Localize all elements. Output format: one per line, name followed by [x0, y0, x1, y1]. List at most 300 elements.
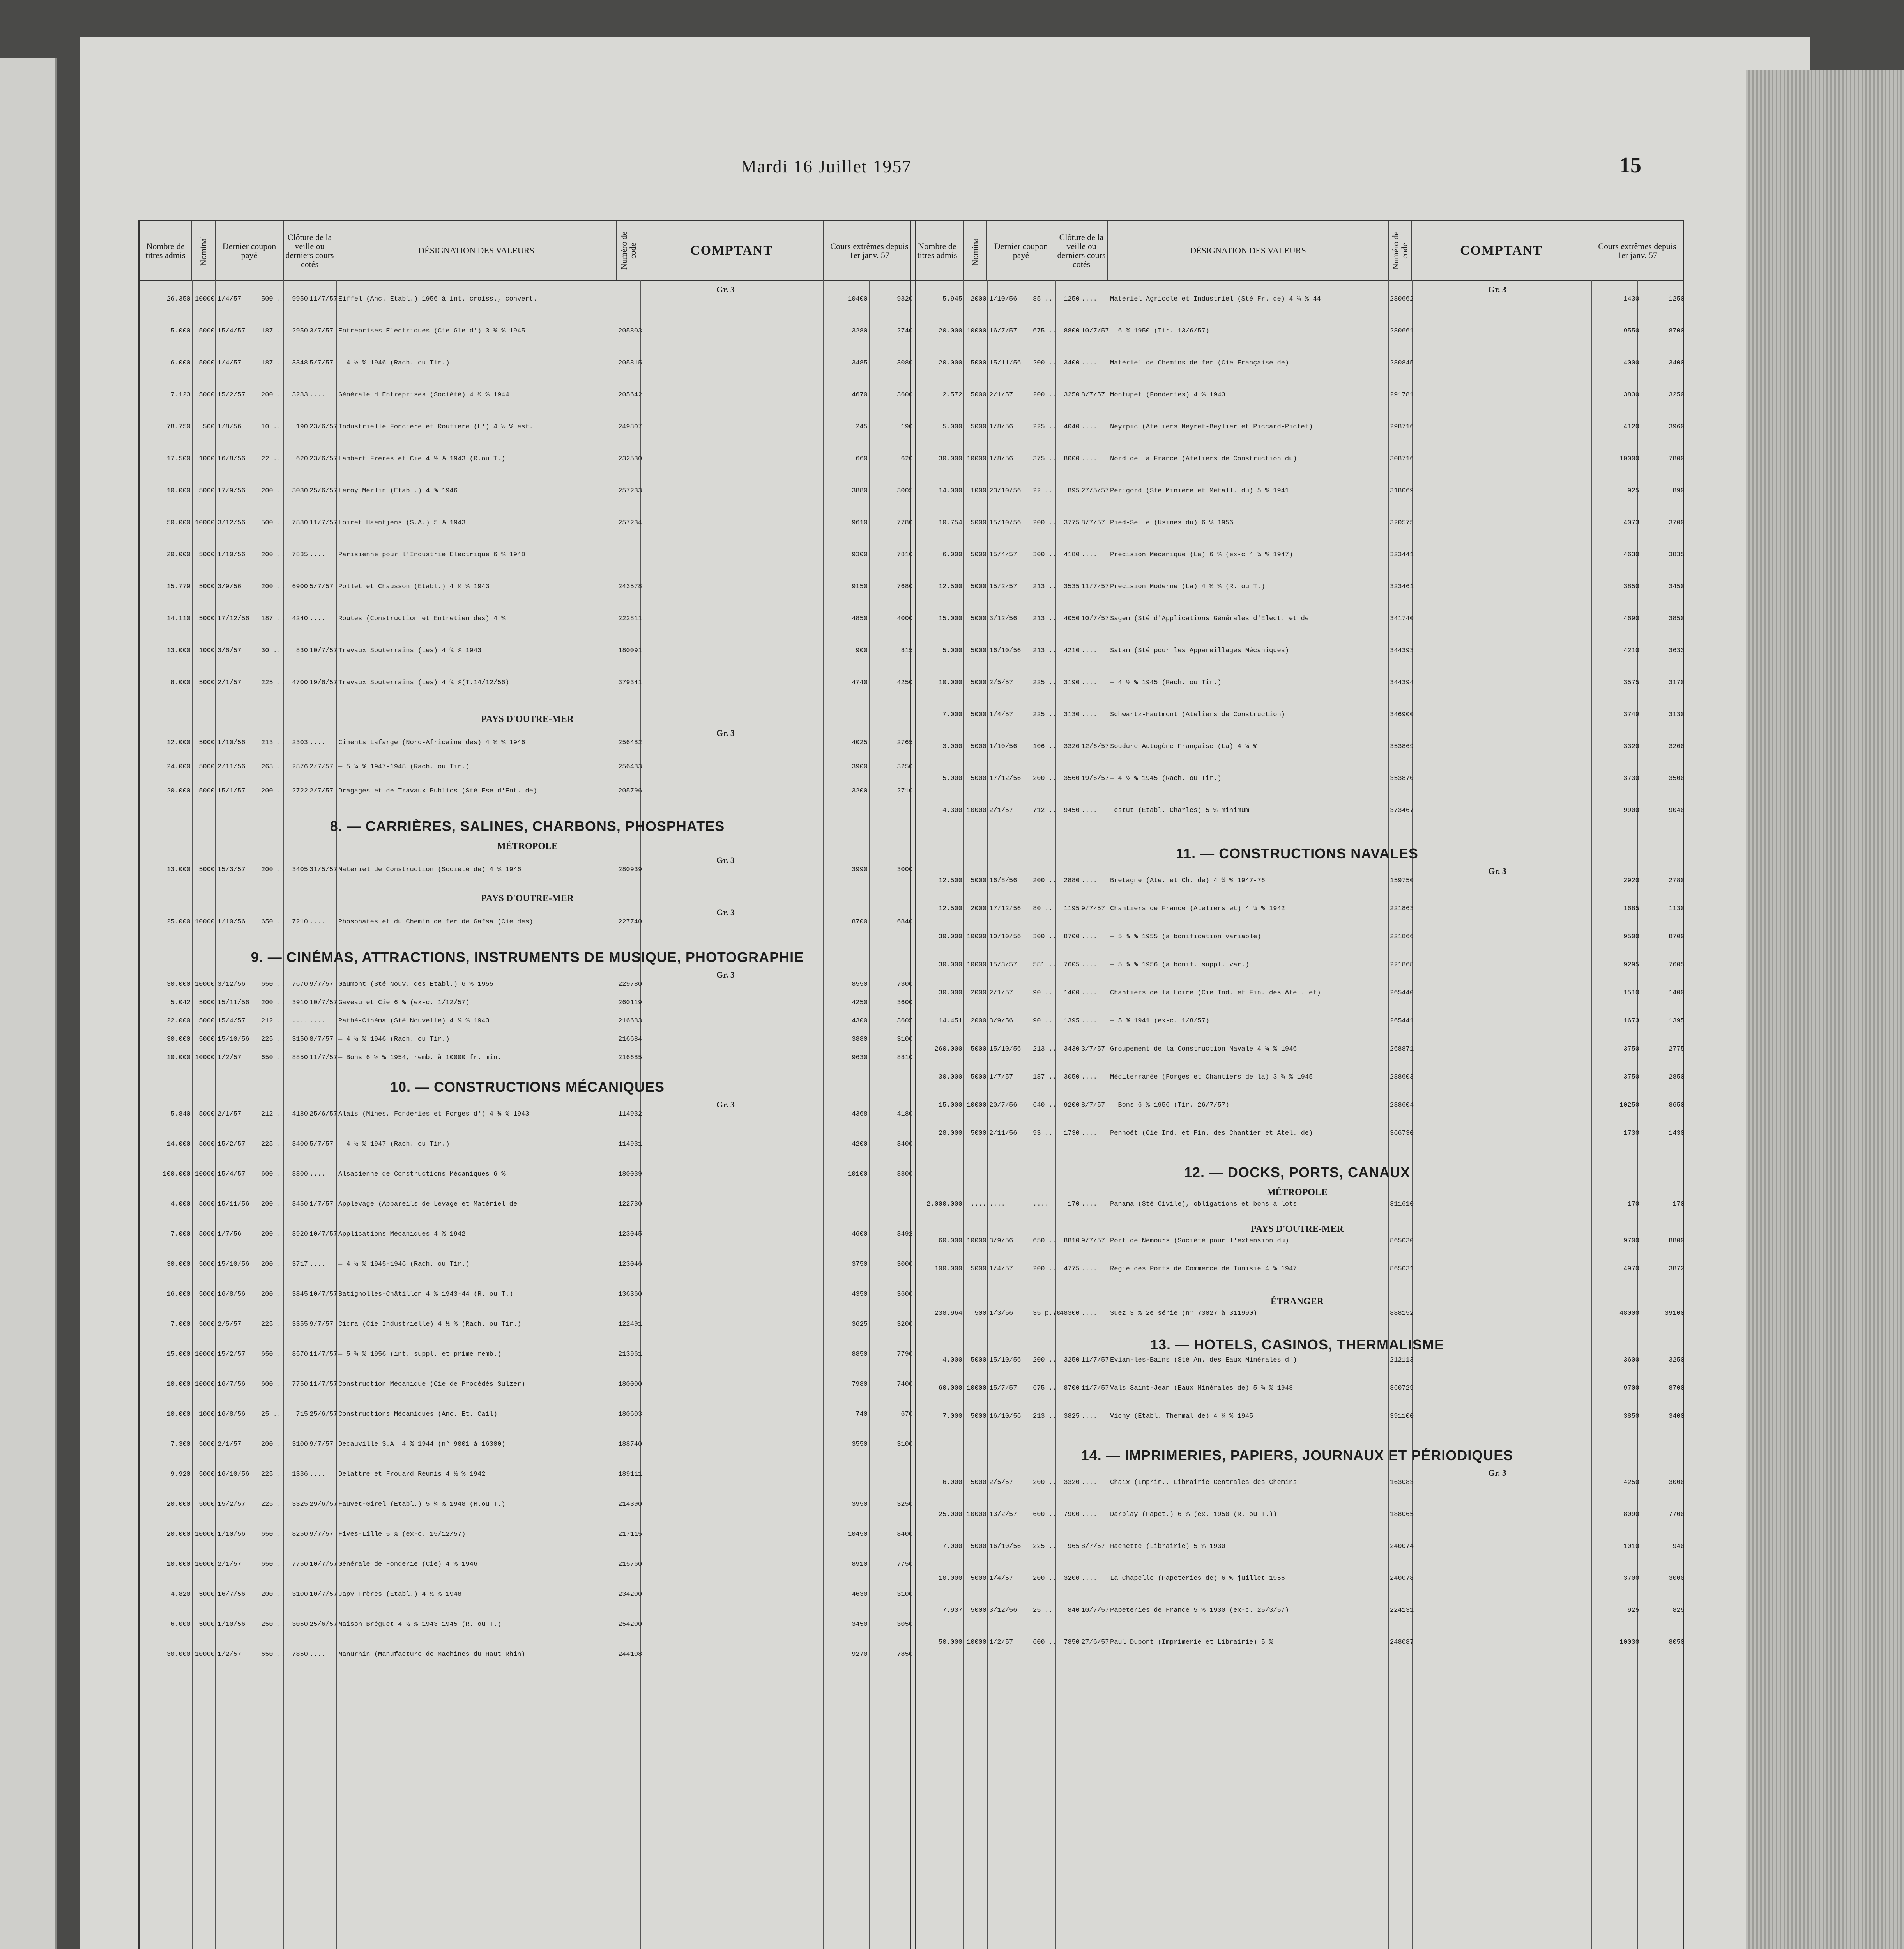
cell-date: 15/10/56	[217, 1036, 249, 1043]
cell-date: 1/4/57	[217, 359, 242, 367]
cell-cloture: 3100	[292, 1441, 308, 1448]
table-row	[140, 1531, 915, 1539]
cell-date: 15/11/56	[217, 999, 249, 1006]
table-row	[140, 1261, 915, 1269]
cell-haut: 4025	[852, 739, 868, 746]
cell-nominal: 5000	[971, 1479, 986, 1486]
cell-bas: 7680	[897, 583, 913, 591]
cell-haut: 3880	[852, 487, 868, 495]
cell-nominal: 5000	[971, 1543, 986, 1550]
cell-cloture: 8850	[292, 1054, 308, 1061]
cell-designation: Générale d'Entreprises (Société) 4 ½ % 1944	[338, 391, 509, 399]
cell-titres: 30.000	[938, 961, 962, 969]
cell-cdate: 3/7/57	[309, 327, 334, 335]
cell-cdate: ....	[1081, 1413, 1097, 1420]
cell-bas: 3500	[1669, 775, 1685, 782]
table-row	[140, 295, 915, 304]
left-table-body	[140, 284, 915, 1949]
cell-nominal: 5000	[199, 763, 215, 771]
cell-designation: — 5 ¾ % 1956 (int. suppl. et prime remb.)	[338, 1351, 502, 1358]
table-row	[911, 989, 1683, 998]
table-row	[140, 1441, 915, 1449]
cell-designation: Bretagne (Ate. et Ch. de) 4 ¾ % 1947-76	[1110, 877, 1265, 884]
cell-nominal: 10000	[194, 519, 215, 527]
left-table	[138, 220, 916, 1949]
cell-bas: 4180	[897, 1111, 913, 1118]
cell-date: 2/11/56	[217, 763, 246, 771]
cell-titres: 4.000	[942, 1357, 962, 1364]
cell-designation: Travaux Souterrains (Les) 4 ¾ % 1943	[338, 647, 482, 654]
cell-bas: 3130	[1669, 711, 1685, 718]
cell-nominal: 5000	[971, 1413, 986, 1420]
cell-cloture: 48300	[1059, 1310, 1080, 1317]
cell-net: 650 ..	[261, 981, 285, 988]
table-row	[911, 1310, 1683, 1318]
cell-designation: Manurhin (Manufacture de Machines du Haut-Rhin)	[338, 1651, 525, 1658]
cell-net: 600 ..	[261, 1381, 285, 1388]
cell-haut: 1510	[1623, 989, 1639, 997]
cell-titres: 6.000	[942, 551, 962, 559]
cell-nominal: 10000	[194, 1171, 215, 1178]
cell-cdate: ....	[1081, 711, 1097, 718]
cell-net: 712 ..	[1033, 807, 1057, 814]
cell-bas: 7750	[897, 1561, 913, 1568]
cell-cloture: 8700	[1064, 933, 1080, 941]
cell-cdate: ....	[1081, 295, 1097, 303]
cell-haut: 10100	[847, 1171, 868, 1178]
cell-cloture: 7210	[292, 918, 308, 926]
cell-designation: Lambert Frères et Cie 4 ½ % 1943 (R.ou T.)	[338, 455, 506, 463]
cell-titres: 7.000	[170, 1321, 191, 1328]
cell-bas: 7605	[1669, 961, 1685, 969]
cell-net: 225 ..	[261, 679, 285, 686]
cell-titres: 10.000	[166, 1411, 191, 1418]
table-row	[911, 1074, 1683, 1082]
cell-nominal: 10000	[966, 961, 986, 969]
cell-net: 225 ..	[261, 1141, 285, 1148]
cell-titres: 15.000	[166, 1351, 191, 1358]
cell-date: 17/12/56	[989, 775, 1021, 782]
cell-designation: Testut (Etabl. Charles) 5 % minimum	[1110, 807, 1250, 814]
cell-cdate: 29/6/57	[309, 1501, 338, 1508]
cell-bas: 7850	[897, 1651, 913, 1658]
col-header-nominal: Nominal	[192, 221, 216, 280]
cell-date: 16/7/56	[217, 1591, 246, 1598]
cell-designation: — 4 ½ % 1946 (Rach. ou Tir.)	[338, 1036, 450, 1043]
cell-cloture: 1250	[1064, 295, 1080, 303]
cell-cloture: 3717	[292, 1261, 308, 1268]
cell-date: 1/8/56	[989, 423, 1013, 431]
cell-date: 15/3/57	[989, 961, 1017, 969]
cell-titres: 10.000	[166, 1561, 191, 1568]
cell-titres: 5.945	[942, 295, 962, 303]
cell-date: 2/1/57	[217, 1111, 242, 1118]
cell-titres: 3.000	[942, 743, 962, 750]
cell-date: 15/2/57	[217, 1351, 246, 1358]
cell-cloture: 715	[296, 1411, 308, 1418]
cell-date: 15/10/56	[989, 1357, 1021, 1364]
cell-bas: 3100	[897, 1036, 913, 1043]
cell-cdate: 10/7/57	[1081, 327, 1109, 335]
table-row	[140, 1411, 915, 1419]
cell-date: 15/4/57	[217, 1017, 246, 1025]
cell-cloture: 7750	[292, 1381, 308, 1388]
cell-nominal: 5000	[971, 877, 986, 884]
cell-bas: 3005	[897, 487, 913, 495]
cell-code: 212113	[1390, 1357, 1414, 1364]
cell-cloture: 3825	[1064, 1413, 1080, 1420]
table-row	[140, 1651, 915, 1659]
cell-code: 311610	[1390, 1201, 1414, 1208]
cell-haut: 9700	[1623, 1385, 1639, 1392]
cell-cdate: 8/7/57	[1081, 1543, 1105, 1550]
cell-code: 280939	[618, 866, 642, 874]
table-row	[140, 615, 915, 624]
cell-nominal: 5000	[199, 1201, 215, 1208]
table-row	[911, 1017, 1683, 1026]
cell-titres: 50.000	[166, 519, 191, 527]
cell-designation: Méditerranée (Forges et Chantiers de la) 3 ¾ % 1945	[1110, 1074, 1313, 1081]
cell-designation: Ciments Lafarge (Nord-Africaine des) 4 ½ % 1946	[338, 739, 525, 746]
cell-net: 213 ..	[261, 739, 285, 746]
cell-code: 221866	[1390, 933, 1414, 941]
cell-titres: 5.000	[170, 327, 191, 335]
cell-designation: — 4 ½ % 1945 (Rach. ou Tir.)	[1110, 775, 1222, 782]
group-label: Gr. 3	[716, 970, 735, 980]
cell-titres: 14.000	[166, 1141, 191, 1148]
cell-designation: Penhoët (Cie Ind. et Fin. des Chantier et Atel. de)	[1110, 1130, 1313, 1137]
cell-cdate: 9/7/57	[309, 1441, 334, 1448]
cell-code: 221863	[1390, 905, 1414, 913]
cell-code: 254200	[618, 1621, 642, 1628]
cell-nominal: 5000	[971, 1130, 986, 1137]
cell-nominal: ....	[971, 1201, 986, 1208]
cell-designation: — 5 ¾ % 1955 (à bonification variable)	[1110, 933, 1261, 941]
cell-nominal: 5000	[199, 487, 215, 495]
cell-bas: 8800	[1669, 1237, 1685, 1245]
cell-net: 213 ..	[1033, 583, 1057, 591]
cell-bas: 1250	[1669, 295, 1685, 303]
cell-cloture: 3050	[1064, 1074, 1080, 1081]
cell-cdate: 25/6/57	[309, 487, 338, 495]
page-date: Mardi 16 Juillet 1957	[741, 156, 912, 176]
cell-haut: 1685	[1623, 905, 1639, 913]
cell-designation: Entreprises Electriques (Cie Gle d') 3 ¾ % 1945	[338, 327, 525, 335]
cell-haut: 4600	[852, 1231, 868, 1238]
cell-code: 222811	[618, 615, 642, 623]
cell-haut: 9900	[1623, 807, 1639, 814]
col-header-comptant: COMPTANT	[640, 221, 824, 280]
cell-bas: 3960	[1669, 423, 1685, 431]
cell-net: 90 ..	[1033, 989, 1053, 997]
cell-code: 217115	[618, 1531, 642, 1538]
cell-designation: Dragages et de Travaux Publics (Sté Fse d'Ent. de)	[338, 787, 537, 795]
table-row	[911, 1385, 1683, 1393]
cell-cdate: 27/6/57	[1081, 1639, 1109, 1646]
cell-haut: 1010	[1623, 1543, 1639, 1550]
cell-haut: 4200	[852, 1141, 868, 1148]
cell-bas: 3250	[1669, 391, 1685, 399]
cell-code: 189111	[618, 1471, 642, 1478]
section-subtitle: ÉTRANGER	[1270, 1296, 1324, 1307]
cell-bas: 3000	[1669, 1479, 1685, 1486]
cell-designation: Pollet et Chausson (Etabl.) 4 ½ % 1943	[338, 583, 490, 591]
cell-bas: 190	[901, 423, 913, 431]
cell-nominal: 5000	[199, 327, 215, 335]
cell-bas: 2710	[897, 787, 913, 795]
cell-titres: 238.964	[934, 1310, 962, 1317]
cell-code: 136360	[618, 1291, 642, 1298]
cell-haut: 8910	[852, 1561, 868, 1568]
cell-bas: 8810	[897, 1054, 913, 1061]
cell-net: 213 ..	[1033, 647, 1057, 654]
cell-bas: 7800	[1669, 455, 1685, 463]
col-header-code: Numéro de code	[1389, 221, 1412, 280]
cell-date: 3/9/56	[989, 1017, 1013, 1025]
cell-date: 16/10/56	[989, 1413, 1021, 1420]
cell-haut: 3750	[1623, 1074, 1639, 1081]
table-row	[911, 359, 1683, 368]
cell-net: 213 ..	[1033, 615, 1057, 623]
cell-code: 280661	[1390, 327, 1414, 335]
cell-code: 249807	[618, 423, 642, 431]
cell-haut: 9500	[1623, 933, 1639, 941]
cell-cdate: ....	[1081, 455, 1097, 463]
cell-code: 379341	[618, 679, 642, 686]
cell-titres: 25.000	[166, 918, 191, 926]
group-label: Gr. 3	[716, 907, 735, 917]
cell-titres: 20.000	[166, 1531, 191, 1538]
cell-date: 10/10/56	[989, 933, 1021, 941]
cell-designation: Evian-les-Bains (Sté An. des Eaux Minérales d')	[1110, 1357, 1297, 1364]
cell-titres: 5.042	[170, 999, 191, 1006]
cell-nominal: 2000	[971, 905, 986, 913]
cell-net: 25 ..	[1033, 1607, 1053, 1614]
cell-net: 225 ..	[261, 1501, 285, 1508]
table-row	[140, 1501, 915, 1509]
table-row	[911, 775, 1683, 783]
cell-haut: 8090	[1623, 1511, 1639, 1518]
cell-designation: Leroy Merlin (Etabl.) 4 % 1946	[338, 487, 458, 495]
cell-date: 16/7/56	[217, 1381, 246, 1388]
cell-code: 221868	[1390, 961, 1414, 969]
cell-cdate: ....	[1081, 1201, 1097, 1208]
cell-haut: 3850	[1623, 1413, 1639, 1420]
cell-designation: Hachette (Librairie) 5 % 1930	[1110, 1543, 1225, 1550]
cell-date: 15/2/57	[989, 583, 1017, 591]
cell-cdate: 25/6/57	[309, 1111, 338, 1118]
cell-code: 224131	[1390, 1607, 1414, 1614]
group-label: Gr. 3	[1488, 1468, 1506, 1478]
cell-titres: 14.000	[938, 487, 962, 495]
cell-designation: Construction Mécanique (Cie de Procédés Sulzer)	[338, 1381, 525, 1388]
cell-nominal: 5000	[971, 359, 986, 367]
cell-cdate: 23/6/57	[309, 455, 338, 463]
cell-net: 250 ..	[261, 1621, 285, 1628]
group-label: Gr. 3	[1488, 285, 1506, 294]
table-row	[140, 1381, 915, 1389]
cell-haut: 9300	[852, 551, 868, 559]
cell-net: ....	[1033, 1201, 1049, 1208]
cell-haut: 3990	[852, 866, 868, 874]
cell-cdate: 9/7/57	[309, 981, 334, 988]
cell-nominal: 5000	[199, 391, 215, 399]
cell-designation: Eiffel (Anc. Etabl.) 1956 à int. croiss., convert.	[338, 295, 537, 303]
cell-nominal: 5000	[199, 1621, 215, 1628]
cell-cloture: ....	[292, 1017, 308, 1025]
table-row	[140, 487, 915, 496]
cell-nominal: 2000	[971, 1017, 986, 1025]
cell-cdate: ....	[1081, 359, 1097, 367]
cell-cloture: 895	[1068, 487, 1080, 495]
table-row	[140, 787, 915, 796]
cell-net: 225 ..	[261, 1036, 285, 1043]
cell-date: 1/4/57	[989, 711, 1013, 718]
cell-titres: 15.000	[938, 1102, 962, 1109]
cell-bas: 2850	[1669, 1074, 1685, 1081]
cell-cloture: 7850	[292, 1651, 308, 1658]
cell-cdate: 27/5/57	[1081, 487, 1109, 495]
cell-code: 280662	[1390, 295, 1414, 303]
cell-haut: 925	[1627, 1607, 1639, 1614]
cell-bas: 4000	[897, 615, 913, 623]
table-row	[140, 327, 915, 336]
cell-net: 85 ..	[1033, 295, 1053, 303]
cell-bas: 6840	[897, 918, 913, 926]
cell-cdate: 3/7/57	[1081, 1045, 1105, 1053]
cell-cdate: ....	[309, 1017, 325, 1025]
cell-nominal: 5000	[199, 1231, 215, 1238]
col-header-titres: Nombre de titres admis	[911, 221, 964, 280]
cell-nominal: 5000	[199, 999, 215, 1006]
cell-titres: 4.300	[942, 807, 962, 814]
cell-code: 180039	[618, 1171, 642, 1178]
cell-titres: 12.500	[938, 877, 962, 884]
cell-cdate: 1/7/57	[309, 1201, 334, 1208]
table-row	[911, 1237, 1683, 1246]
cell-titres: 17.500	[166, 455, 191, 463]
col-header-coupon: Dernier coupon payé	[216, 221, 284, 280]
col-header-comptant: COMPTANT	[1412, 221, 1591, 280]
cell-titres: 20.000	[166, 1501, 191, 1508]
cell-date: 1/10/56	[989, 295, 1017, 303]
cell-titres: 15.779	[166, 583, 191, 591]
cell-cloture: 9450	[1064, 807, 1080, 814]
table-row	[911, 583, 1683, 592]
cell-nominal: 5000	[199, 1261, 215, 1268]
cell-cdate: 11/7/57	[1081, 583, 1109, 591]
cell-haut: 1673	[1623, 1017, 1639, 1025]
cell-net: 200 ..	[261, 1291, 285, 1298]
cell-titres: 30.000	[938, 933, 962, 941]
cell-code: 205796	[618, 787, 642, 795]
cell-cdate: 11/7/57	[309, 1351, 338, 1358]
cell-code: 114932	[618, 1111, 642, 1118]
cell-nominal: 5000	[971, 1575, 986, 1582]
cell-cdate: 11/7/57	[309, 1381, 338, 1388]
cell-net: 187 ..	[1033, 1074, 1057, 1081]
cell-cloture: 9950	[292, 295, 308, 303]
cell-designation: Constructions Mécaniques (Anc. Et. Cail)	[338, 1411, 498, 1418]
cell-net: 200 ..	[261, 1441, 285, 1448]
cell-haut: 9700	[1623, 1237, 1639, 1245]
cell-haut: 3200	[852, 787, 868, 795]
section-title: 11. — CONSTRUCTIONS NAVALES	[1176, 845, 1418, 861]
cell-nominal: 5000	[971, 1607, 986, 1614]
cell-net: 650 ..	[261, 1531, 285, 1538]
cell-haut: 4000	[1623, 359, 1639, 367]
cell-net: 200 ..	[261, 551, 285, 559]
cell-haut: 3900	[852, 763, 868, 771]
cell-date: ....	[989, 1201, 1005, 1208]
cell-date: 2/5/57	[217, 1321, 242, 1328]
cell-date: 3/9/56	[217, 583, 242, 591]
cell-cloture: 3250	[1064, 1357, 1080, 1364]
table-row	[140, 1321, 915, 1329]
cell-net: 263 ..	[261, 763, 285, 771]
cell-designation: Fauvet-Girel (Etabl.) 5 ¼ % 1948 (R.ou T.)	[338, 1501, 506, 1508]
cell-titres: 20.000	[166, 551, 191, 559]
cell-net: 200 ..	[261, 583, 285, 591]
cell-cloture: 170	[1068, 1201, 1080, 1208]
cell-cdate: ....	[309, 739, 325, 746]
cell-designation: Pathé-Cinéma (Sté Nouvelle) 4 ¼ % 1943	[338, 1017, 490, 1025]
cell-net: 300 ..	[1033, 933, 1057, 941]
cell-haut: 10000	[1619, 455, 1639, 463]
cell-net: 200 ..	[1033, 1265, 1057, 1273]
cell-cloture: 2880	[1064, 877, 1080, 884]
cell-cdate: 11/7/57	[1081, 1357, 1109, 1364]
cell-cdate: 5/7/57	[309, 359, 334, 367]
cell-designation: Alais (Mines, Fonderies et Forges d') 4 ¼ % 1943	[338, 1111, 529, 1118]
cell-cdate: 8/7/57	[1081, 391, 1105, 399]
cell-titres: 30.000	[166, 981, 191, 988]
cell-bas: 815	[901, 647, 913, 654]
cell-date: 2/1/57	[989, 807, 1013, 814]
cell-titres: 12.500	[938, 905, 962, 913]
cell-date: 1/3/56	[989, 1310, 1013, 1317]
cell-net: 30 ..	[261, 647, 281, 654]
cell-nominal: 5000	[971, 1074, 986, 1081]
cell-nominal: 5000	[199, 1111, 215, 1118]
cell-designation: Cicra (Cie Industrielle) 4 ½ % (Rach. ou Tir.)	[338, 1321, 522, 1328]
cell-cloture: 965	[1068, 1543, 1080, 1550]
cell-titres: 60.000	[938, 1385, 962, 1392]
cell-date: 13/2/57	[989, 1511, 1017, 1518]
cell-titres: 30.000	[938, 455, 962, 463]
cell-net: 200 ..	[261, 1591, 285, 1598]
cell-titres: 30.000	[938, 1074, 962, 1081]
table-row	[140, 359, 915, 368]
cell-date: 16/8/56	[217, 1291, 246, 1298]
cell-nominal: 500	[974, 1310, 986, 1317]
cell-bas: 7780	[897, 519, 913, 527]
cell-haut: 3450	[852, 1621, 868, 1628]
cell-bas: 9320	[897, 295, 913, 303]
col-header-designation: DÉSIGNATION DES VALEURS	[1108, 221, 1389, 280]
cell-nominal: 1000	[199, 1411, 215, 1418]
cell-nominal: 10000	[194, 918, 215, 926]
cell-titres: 20.000	[166, 787, 191, 795]
cell-code: 248087	[1390, 1639, 1414, 1646]
table-row	[911, 933, 1683, 942]
cell-haut: 3750	[1623, 1045, 1639, 1053]
cell-haut: 4210	[1623, 647, 1639, 654]
cell-nominal: 5000	[199, 1591, 215, 1598]
table-header	[911, 221, 1683, 281]
cell-cdate: 19/6/57	[309, 679, 338, 686]
cell-net: 212 ..	[261, 1017, 285, 1025]
